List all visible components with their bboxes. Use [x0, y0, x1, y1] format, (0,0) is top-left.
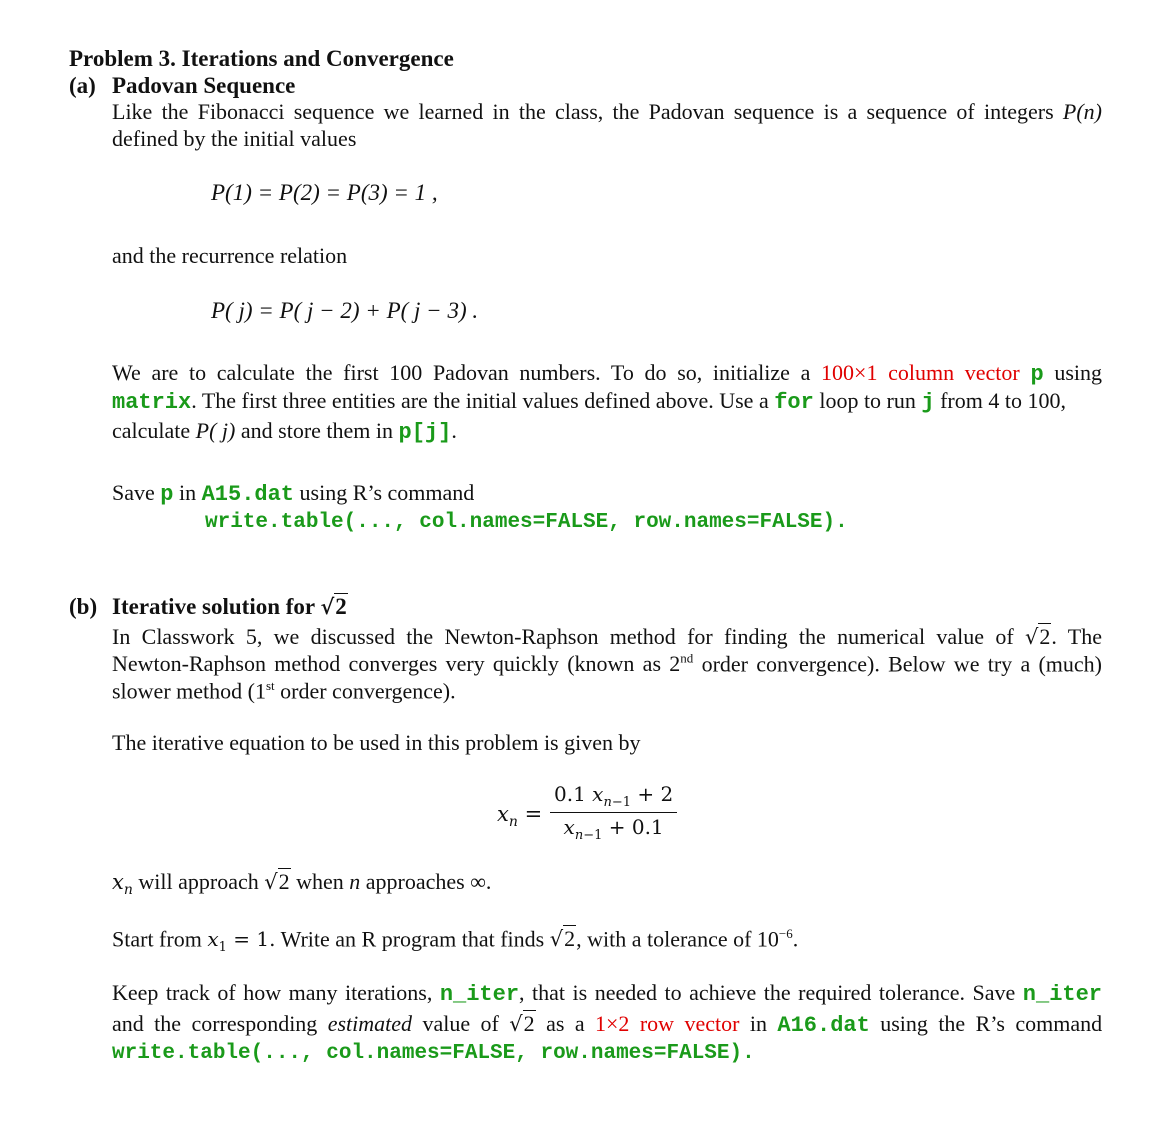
code-n-iter: n_iter: [1022, 982, 1103, 1007]
part-b-line3: slower method (1st order convergence).: [112, 678, 456, 704]
recurrence-equation: P( j) = P( j − 2) + P( j − 3) .: [211, 298, 479, 323]
sqrt-symbol: √2: [264, 869, 290, 894]
sqrt-symbol: √2: [549, 926, 576, 952]
part-a-para-line3: calculate P( j) and store them in p[j].: [112, 418, 457, 445]
part-b-line1: In Classwork 5, we discussed the Newton-Raphson method for finding the numerical value of √2. The: [112, 624, 1103, 649]
column-vector-highlight: 100×1 column vector: [821, 360, 1020, 385]
part-b-heading: Iterative solution for √2: [112, 594, 347, 619]
code-a15-file: A15.dat: [201, 482, 295, 507]
part-a-intro-line1: Like the Fibonacci sequence we learned in the class, the Padovan sequence is a sequence of integers P(n): [112, 99, 1102, 124]
approach-line: $x_n$ will approach √2 when n approaches ∞.: [112, 869, 492, 899]
code-matrix: matrix: [112, 390, 192, 415]
iteration-lhs: $x_n$ =: [497, 802, 543, 831]
code-p: p: [1030, 362, 1044, 387]
start-line: Start from $x_1 = 1$. Write an R program that finds √2, with a tolerance of $10^{-6}$.: [112, 926, 799, 956]
write-table-command-b: write.table(..., col.names=FALSE, row.names=FALSE).: [112, 1042, 755, 1065]
keep-track-line1: Keep track of how many iterations, n_iter, that is needed to achieve the required tolerance. Save n_iter: [112, 980, 1103, 1007]
problem-title: Problem 3. Iterations and Convergence: [69, 46, 454, 71]
part-a-save-line: Save p in A15.dat using R’s command: [112, 480, 475, 507]
part-a-heading: Padovan Sequence: [112, 73, 296, 98]
fraction-denominator: $x_{n-1} + 0.1$: [563, 815, 664, 843]
equation-intro: The iterative equation to be used in this problem is given by: [112, 730, 641, 755]
code-save-p: p: [160, 482, 174, 507]
sqrt-symbol: √2: [320, 594, 347, 619]
row-vector-highlight: 1×2 row vector: [595, 1011, 740, 1036]
recurrence-intro: and the recurrence relation: [112, 243, 348, 268]
intro-var: P(n): [1062, 99, 1102, 124]
sqrt-symbol: √2: [509, 1011, 535, 1036]
code-a16-file: A16.dat: [777, 1013, 870, 1038]
part-a-para-line1: We are to calculate the first 100 Padovan numbers. To do so, initialize a 100×1 column vector p using: [112, 360, 1103, 387]
part-b-label: (b): [69, 594, 98, 619]
part-a-intro-line2: defined by the initial values: [112, 126, 357, 151]
code-p-index: p[j]: [398, 420, 452, 445]
p-of-j: P( j): [195, 418, 236, 443]
sqrt-symbol: √2: [1025, 624, 1051, 649]
part-a-para-line2: matrix. The first three entities are the initial values defined above. Use a for loop to run j from 4 to 100,: [112, 388, 1066, 415]
code-j: j: [921, 390, 935, 415]
code-n-iter: n_iter: [439, 982, 520, 1007]
part-a-label: (a): [69, 73, 96, 98]
iteration-fraction: [550, 782, 677, 843]
initial-values-equation: P(1) = P(2) = P(3) = 1 ,: [211, 180, 438, 205]
fraction-numerator: 0.1 $x_{n-1} + 2$: [550, 782, 677, 813]
part-b-line2: Newton-Raphson method converges very quickly (known as 2nd order convergence). Below we try a (much): [112, 651, 1103, 677]
code-for: for: [774, 390, 814, 415]
write-table-command-a: write.table(..., col.names=FALSE, row.names=FALSE).: [205, 511, 848, 534]
keep-track-line2: and the corresponding estimated value of √2 as a 1×2 row vector in A16.dat using the R’s command: [112, 1011, 1103, 1038]
